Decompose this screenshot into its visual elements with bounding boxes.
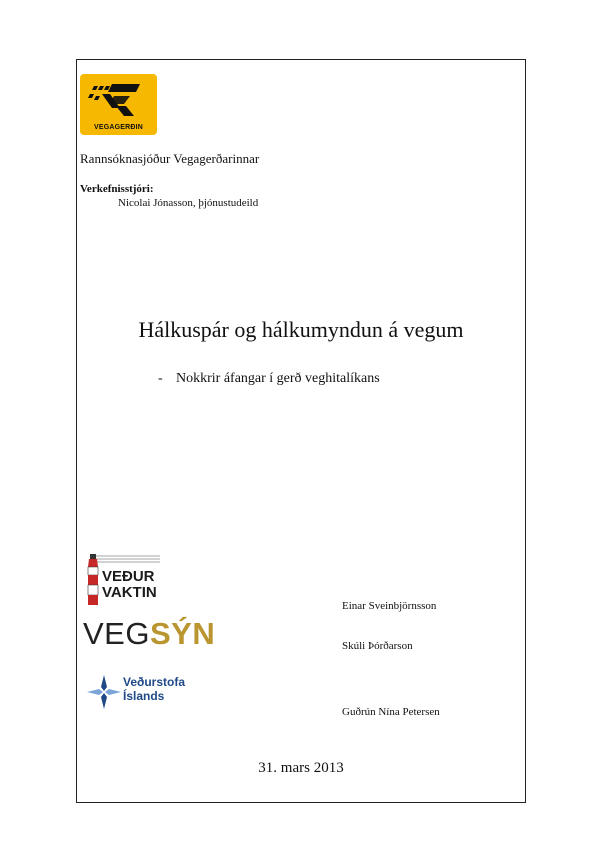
vedur-logo-line-1: VEÐUR [102,568,155,585]
vedur-vaktin-logo [84,553,164,605]
vegsyn-logo-syn: SÝN [149,616,216,651]
vedurstofa-islands-logo [87,673,197,713]
vedurstofa-logo-text [123,675,185,703]
author-2: Skúli Þórðarson [342,640,413,652]
report-date: 31. mars 2013 [258,760,344,776]
report-title: Hálkuspár og hálkumyndun á vegum [138,317,464,342]
subtitle-dash: - [158,371,163,386]
vegsyn-logo-veg: VEG [83,616,150,651]
vegsyn-logo [83,616,215,652]
fund-name: Rannsóknasjóður Vegagerðarinnar [80,151,260,166]
project-manager-label: Verkefnisstjóri: [80,183,154,195]
project-manager-name: Nicolai Jónasson, þjónustudeild [118,197,259,209]
vedurstofa-logo-line-1: Veðurstofa [123,675,186,689]
vegagerdin-logo [80,74,157,135]
vedur-logo-line-2: VAKTIN [102,584,157,601]
vedurstofa-emblem-icon [87,675,121,709]
author-1: Einar Sveinbjörnsson [342,600,437,612]
subtitle-text: Nokkrir áfangar í gerð veghitalíkans [176,371,380,386]
vegagerdin-logo-text: VEGAGERÐIN [93,124,144,131]
vedurstofa-logo-line-2: Íslands [123,689,165,703]
report-subtitle [158,371,380,387]
author-3: Guðrún Nína Petersen [342,706,440,718]
